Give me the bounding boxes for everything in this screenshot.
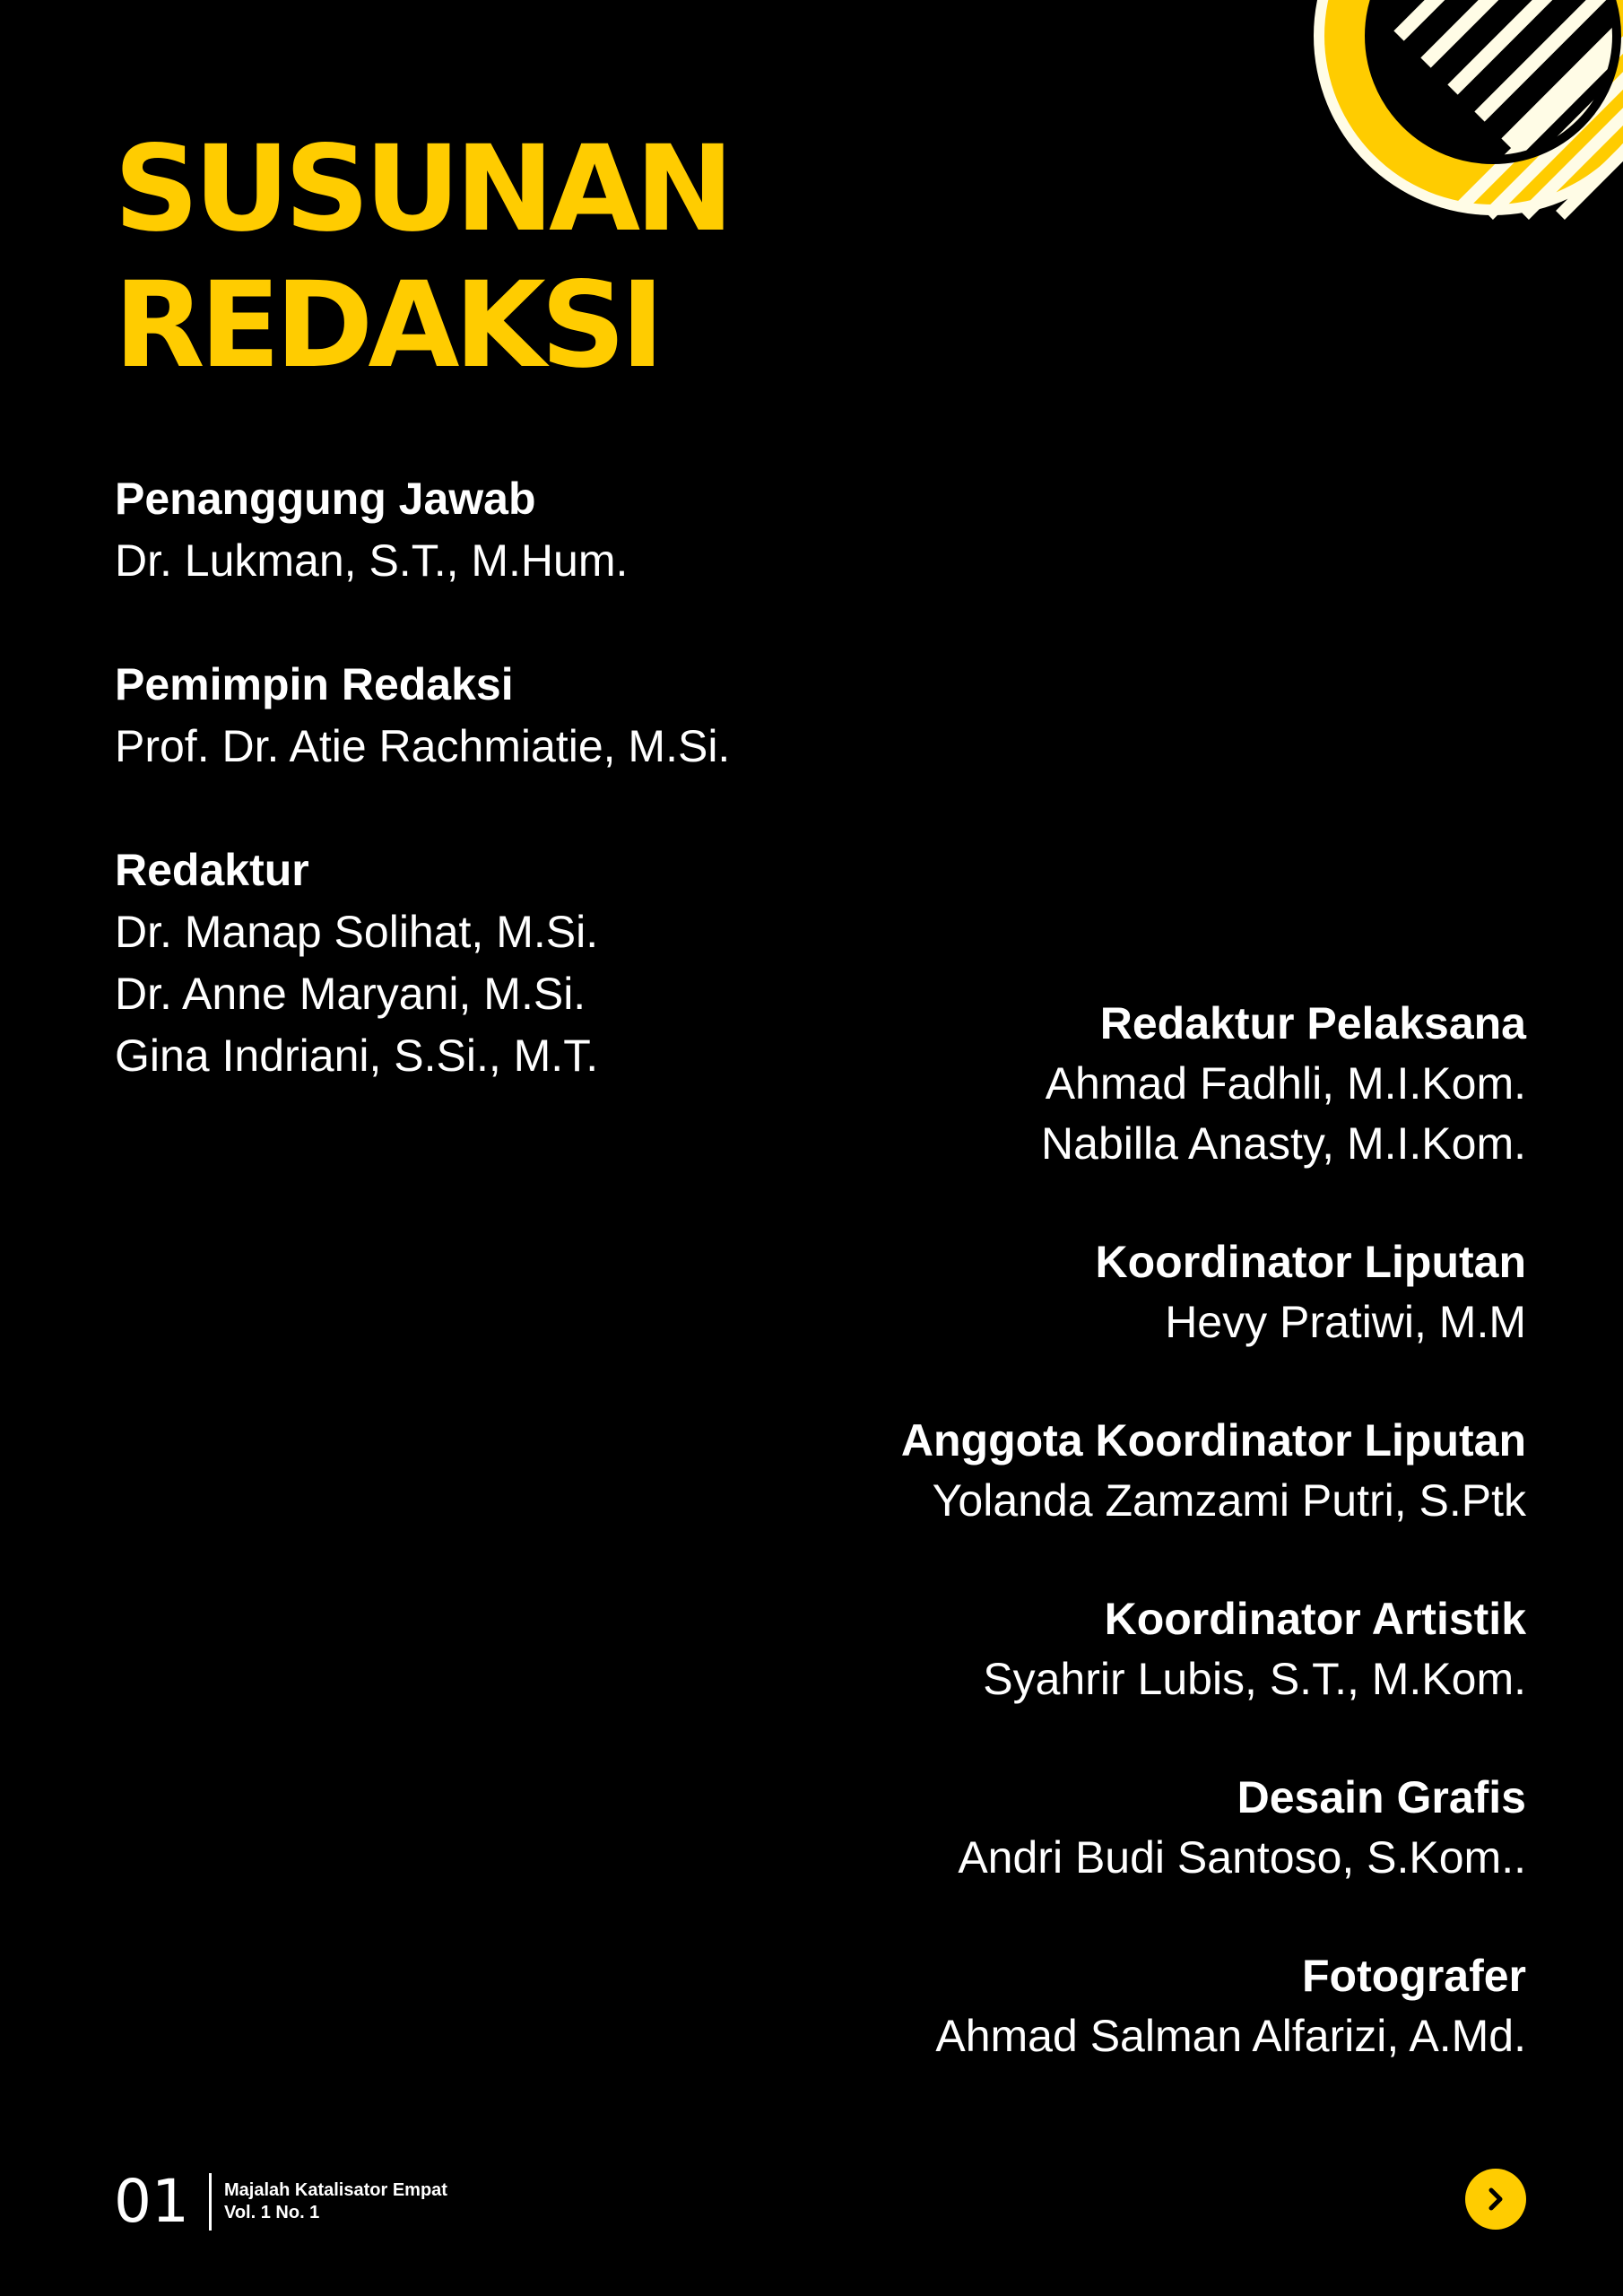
staff-section [901, 1946, 1526, 2066]
staff-section [901, 1589, 1526, 1709]
role-heading: Pemimpin Redaksi [115, 659, 514, 709]
striped-ring-decoration [1305, 0, 1623, 224]
staff-name: Prof. Dr. Atie Rachmiatie, M.Si. [115, 721, 731, 771]
role-heading: Anggota Koordinator Liputan [900, 1415, 1526, 1465]
next-page-button[interactable] [1465, 2169, 1526, 2230]
page-number: 01 [114, 2167, 189, 2236]
role-heading: Desain Grafis [1237, 1772, 1526, 1822]
staff-name: Yolanda Zamzami Putri, S.Ptk [932, 1475, 1526, 1526]
staff-section [901, 1232, 1526, 1352]
staff-name: Ahmad Fadhli, M.I.Kom. [1045, 1058, 1526, 1109]
role-heading: Koordinator Artistik [1104, 1594, 1526, 1644]
page-title-line1: SUSUNAN [114, 120, 729, 258]
staff-name: Hevy Pratiwi, M.M [1165, 1297, 1526, 1347]
role-heading: Penanggung Jawab [115, 474, 536, 524]
role-heading: Fotografer [1302, 1951, 1526, 2001]
role-heading: Redaktur Pelaksana [1099, 998, 1526, 1048]
right-staff-column [901, 994, 1526, 2125]
staff-name: Dr. Lukman, S.T., M.Hum. [115, 535, 629, 586]
staff-section [901, 1411, 1526, 1531]
staff-section [901, 994, 1526, 1174]
staff-name: Gina Indriani, S.Si., M.T. [115, 1031, 599, 1081]
staff-section [901, 1768, 1526, 1888]
staff-name: Andri Budi Santoso, S.Kom.. [958, 1832, 1526, 1883]
role-heading: Koordinator Liputan [1095, 1237, 1526, 1287]
magazine-info [224, 2179, 447, 2224]
page-title [114, 121, 729, 394]
magazine-volume: Vol. 1 No. 1 [223, 2203, 320, 2222]
staff-section [115, 654, 730, 778]
magazine-name: Majalah Katalisator Empat [223, 2180, 447, 2200]
staff-name: Nabilla Anasty, M.I.Kom. [1041, 1118, 1526, 1169]
role-heading: Redaktur [115, 845, 309, 895]
staff-name: Syahrir Lubis, S.T., M.Kom. [983, 1654, 1526, 1704]
page-title-line2: REDAKSI [114, 257, 660, 395]
left-staff-column [115, 468, 730, 1149]
staff-section [115, 468, 730, 592]
chevron-right-icon [1480, 2184, 1511, 2214]
page-footer [114, 2167, 447, 2236]
staff-section [115, 839, 730, 1087]
footer-divider [209, 2173, 212, 2231]
staff-name: Ahmad Salman Alfarizi, A.Md. [935, 2011, 1526, 2061]
staff-name: Dr. Manap Solihat, M.Si. [115, 907, 599, 957]
staff-name: Dr. Anne Maryani, M.Si. [115, 969, 586, 1019]
